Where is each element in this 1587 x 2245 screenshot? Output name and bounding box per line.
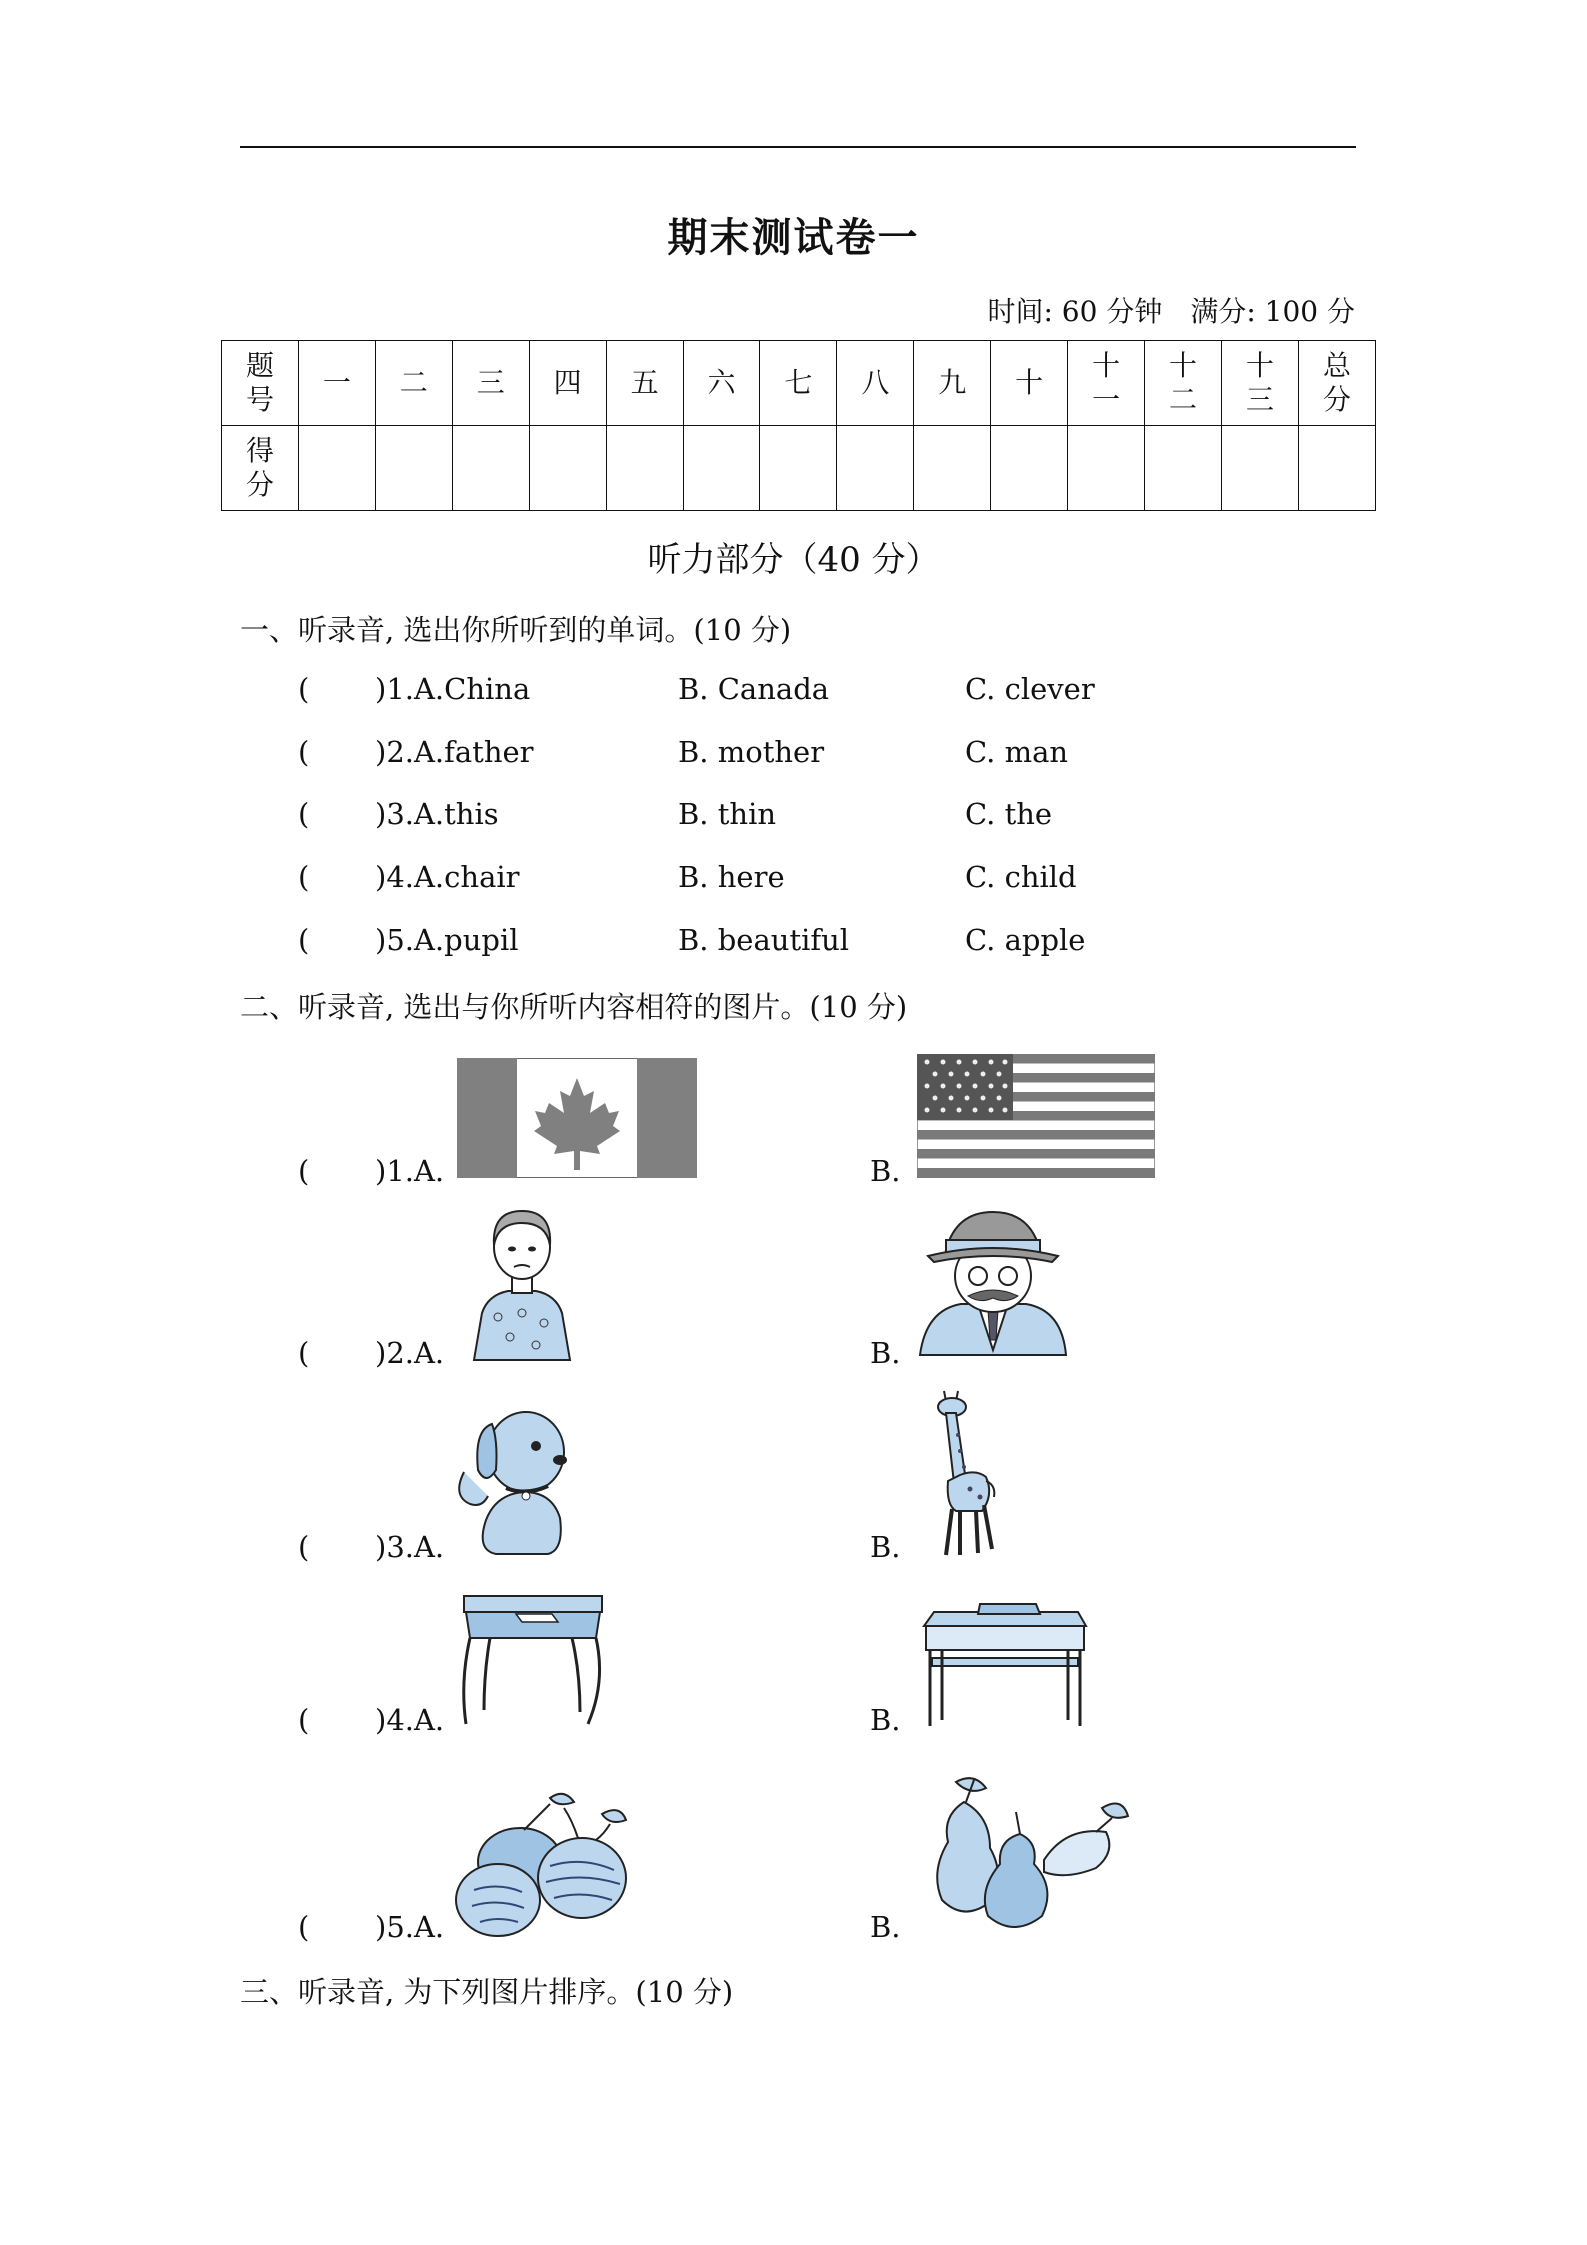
q1-option-a: )4.A.chair bbox=[375, 860, 520, 894]
score-table-header-cell bbox=[1298, 341, 1375, 426]
q1-option-b: B. mother bbox=[678, 735, 825, 769]
score-table-header-cell bbox=[375, 341, 452, 426]
answer-blank[interactable]: ( bbox=[298, 923, 310, 957]
q1-option-a: )3.A.this bbox=[375, 797, 499, 831]
score-table-header-char: 九 bbox=[938, 366, 967, 399]
watermelons-image[interactable] bbox=[454, 1790, 634, 1938]
answer-blank[interactable]: ( bbox=[298, 735, 310, 769]
q2-option-a-label: )5.A. bbox=[375, 1910, 445, 1944]
q2-option-b-label: B. bbox=[870, 1154, 901, 1188]
score-input-cell[interactable] bbox=[452, 426, 529, 511]
score-table-score-row bbox=[222, 426, 1376, 511]
score-input-cell[interactable] bbox=[991, 426, 1068, 511]
q1-option-b: B. Canada bbox=[678, 672, 830, 706]
score-table-header-char: 四 bbox=[553, 366, 582, 399]
score-table-score-label bbox=[222, 426, 299, 511]
score-table bbox=[221, 340, 1376, 511]
desk-b-image[interactable] bbox=[920, 1598, 1090, 1728]
score-table-header-cell bbox=[1068, 341, 1145, 426]
q2-option-a-label: )4.A. bbox=[375, 1703, 445, 1737]
score-table-header-char: 总 bbox=[1322, 349, 1351, 382]
answer-blank[interactable]: ( bbox=[298, 1530, 310, 1564]
score-table-header-char: 十 bbox=[1169, 349, 1198, 382]
desk-a-image[interactable] bbox=[456, 1592, 610, 1726]
answer-blank[interactable]: ( bbox=[298, 1703, 310, 1737]
score-table-header-cell bbox=[1145, 341, 1222, 426]
q1-option-c: C. clever bbox=[965, 672, 1095, 706]
score-input-cell[interactable] bbox=[760, 426, 837, 511]
score-table-header-cell bbox=[1221, 341, 1298, 426]
q1-option-a: )5.A.pupil bbox=[375, 923, 519, 957]
q1-option-c: C. child bbox=[965, 860, 1077, 894]
q2-option-b-label: B. bbox=[870, 1336, 901, 1370]
exam-meta: 时间: 60 分钟 满分: 100 分 bbox=[987, 295, 1355, 328]
score-table-header-cell bbox=[222, 341, 299, 426]
page-title: 期末测试卷一 bbox=[667, 214, 920, 261]
answer-blank[interactable]: ( bbox=[298, 1910, 310, 1944]
score-table-header-cell bbox=[529, 341, 606, 426]
score-table-header-cell bbox=[914, 341, 991, 426]
answer-blank[interactable]: ( bbox=[298, 860, 310, 894]
q2-option-a-label: )2.A. bbox=[375, 1336, 445, 1370]
score-table-header-char: 一 bbox=[1092, 383, 1121, 416]
q1-heading: 一、听录音, 选出你所听到的单词。(10 分) bbox=[240, 613, 792, 647]
q2-option-b-label: B. bbox=[870, 1910, 901, 1944]
answer-blank[interactable]: ( bbox=[298, 797, 310, 831]
answer-blank[interactable]: ( bbox=[298, 1336, 310, 1370]
score-table-header-cell bbox=[683, 341, 760, 426]
score-table-header-cell bbox=[452, 341, 529, 426]
score-table-header-cell bbox=[606, 341, 683, 426]
grandmother-image[interactable] bbox=[468, 1205, 576, 1361]
q3-heading: 三、听录音, 为下列图片排序。(10 分) bbox=[240, 1975, 734, 2009]
score-input-cell[interactable] bbox=[1298, 426, 1375, 511]
header-rule bbox=[240, 146, 1356, 148]
score-input-cell[interactable] bbox=[837, 426, 914, 511]
usa-flag-image[interactable] bbox=[917, 1054, 1155, 1178]
score-table-header-char: 七 bbox=[784, 366, 813, 399]
score-table-header-char: 六 bbox=[707, 366, 736, 399]
section-title: 听力部分（40 分） bbox=[647, 540, 940, 580]
score-input-cell[interactable] bbox=[1068, 426, 1145, 511]
score-table-score-label-char: 得 bbox=[245, 434, 274, 467]
q2-heading: 二、听录音, 选出与你所听内容相符的图片。(10 分) bbox=[240, 990, 908, 1024]
score-input-cell[interactable] bbox=[1145, 426, 1222, 511]
score-table-header-cell bbox=[837, 341, 914, 426]
score-table-header-char: 题 bbox=[245, 349, 274, 382]
score-input-cell[interactable] bbox=[375, 426, 452, 511]
q1-option-b: B. thin bbox=[678, 797, 777, 831]
score-table-header-char: 分 bbox=[1322, 383, 1351, 416]
score-table-header-char: 三 bbox=[1245, 383, 1274, 416]
q2-option-b-label: B. bbox=[870, 1530, 901, 1564]
score-table-header-char: 五 bbox=[630, 366, 659, 399]
answer-blank[interactable]: ( bbox=[298, 1154, 310, 1188]
score-table-header-char: 十 bbox=[1245, 349, 1274, 382]
score-table-header-row bbox=[222, 341, 1376, 426]
score-table-header-cell bbox=[991, 341, 1068, 426]
score-input-cell[interactable] bbox=[1221, 426, 1298, 511]
score-input-cell[interactable] bbox=[529, 426, 606, 511]
q2-option-a-label: )3.A. bbox=[375, 1530, 445, 1564]
score-table-header-cell bbox=[298, 341, 375, 426]
pears-image[interactable] bbox=[916, 1772, 1130, 1938]
q1-option-c: C. apple bbox=[965, 923, 1086, 957]
score-table-header-char: 二 bbox=[1169, 383, 1198, 416]
score-table-header-char: 一 bbox=[322, 366, 351, 399]
q2-option-b-label: B. bbox=[870, 1703, 901, 1737]
q2-option-a-label: )1.A. bbox=[375, 1154, 445, 1188]
giraffe-image[interactable] bbox=[930, 1385, 1000, 1557]
answer-blank[interactable]: ( bbox=[298, 672, 310, 706]
score-table-score-label-char: 分 bbox=[245, 468, 274, 501]
q1-option-b: B. beautiful bbox=[678, 923, 850, 957]
q1-option-a: )1.A.China bbox=[375, 672, 531, 706]
score-table-header-char: 三 bbox=[476, 366, 505, 399]
q1-option-a: )2.A.father bbox=[375, 735, 534, 769]
score-table-header-char: 二 bbox=[399, 366, 428, 399]
grandfather-image[interactable] bbox=[916, 1200, 1070, 1356]
score-input-cell[interactable] bbox=[298, 426, 375, 511]
score-table-header-char: 号 bbox=[245, 383, 274, 416]
canada-flag-image[interactable] bbox=[457, 1058, 697, 1178]
score-table-header-char: 十 bbox=[1015, 366, 1044, 399]
score-table-header-cell bbox=[760, 341, 837, 426]
q1-option-c: C. man bbox=[965, 735, 1069, 769]
dog-image[interactable] bbox=[456, 1400, 574, 1558]
score-table-header-char: 十 bbox=[1092, 349, 1121, 382]
q1-option-c: C. the bbox=[965, 797, 1053, 831]
q1-option-b: B. here bbox=[678, 860, 785, 894]
score-input-cell[interactable] bbox=[914, 426, 991, 511]
score-table-header-char: 八 bbox=[861, 366, 890, 399]
score-input-cell[interactable] bbox=[683, 426, 760, 511]
score-input-cell[interactable] bbox=[606, 426, 683, 511]
